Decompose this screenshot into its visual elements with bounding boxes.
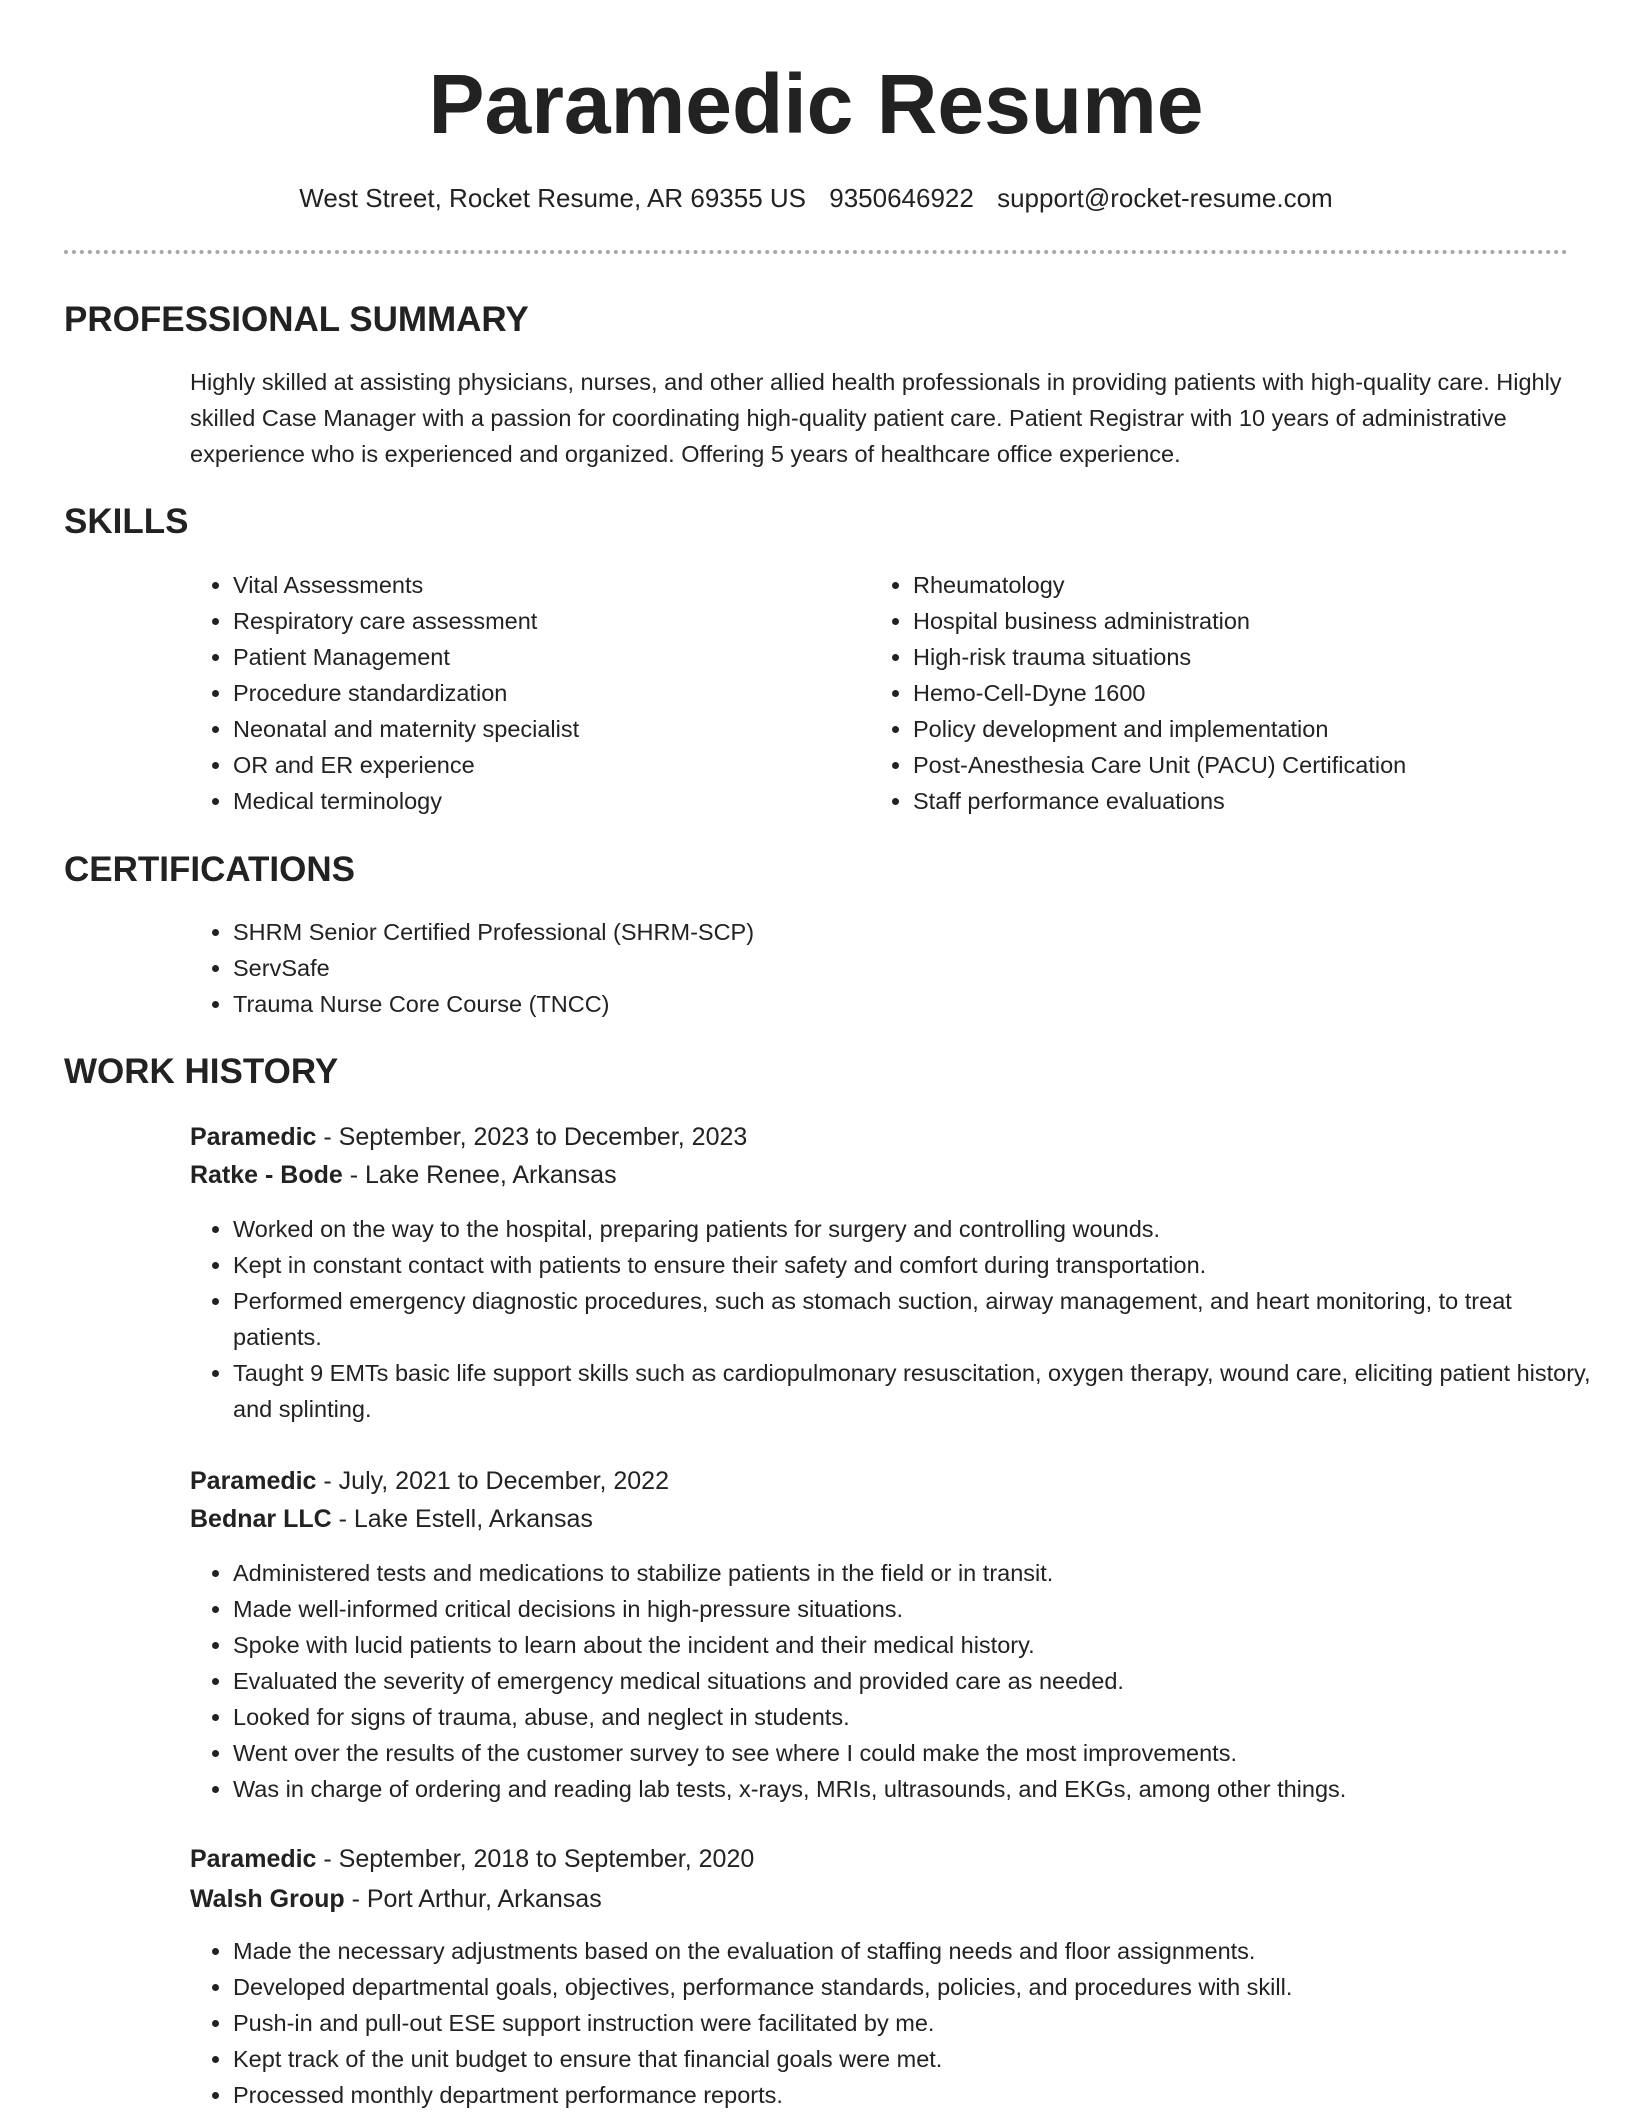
contact-phone: 9350646922 — [829, 183, 974, 213]
header-divider — [64, 250, 1568, 254]
job-dates: - July, 2021 to December, 2022 — [316, 1467, 669, 1495]
skill-item: • High-risk trauma situations — [913, 639, 1593, 675]
job-bullet: • Made the necessary adjustments based on the evaluation of staffing needs and floor assignments. — [233, 1933, 1603, 1969]
job-title: Paramedic — [190, 1123, 317, 1151]
skill-item: • Patient Management — [233, 639, 853, 675]
skill-item: • Procedure standardization — [233, 675, 853, 711]
skill-item: • Vital Assessments — [233, 567, 853, 603]
job-location: - Port Arthur, Arkansas — [344, 1885, 602, 1913]
skill-item: • Hemo-Cell-Dyne 1600 — [913, 675, 1593, 711]
job-company-line — [190, 1880, 602, 1918]
job-bullet: • Kept in constant contact with patients to ensure their safety and comfort during transportation. — [233, 1247, 1603, 1283]
section-title-summary: PROFESSIONAL SUMMARY — [64, 300, 529, 339]
skills-list-right — [870, 567, 1593, 819]
job-location: - Lake Estell, Arkansas — [331, 1505, 593, 1533]
certifications-list — [190, 914, 1533, 1022]
skill-item: • Hospital business administration — [913, 603, 1593, 639]
job-bullet: • Spoke with lucid patients to learn about the incident and their medical history. — [233, 1627, 1603, 1663]
certification-item: • ServSafe — [233, 950, 1533, 986]
job-bullet: • Made well-informed critical decisions in high-pressure situations. — [233, 1591, 1603, 1627]
skill-item: • OR and ER experience — [233, 747, 853, 783]
job-bullet: • Went over the results of the customer survey to see where I could make the most improvements. — [233, 1735, 1603, 1771]
certification-item: • SHRM Senior Certified Professional (SHRM-SCP) — [233, 914, 1533, 950]
job-bullet: • Push-in and pull-out ESE support instruction were facilitated by me. — [233, 2005, 1603, 2041]
job-bullet: • Looked for signs of trauma, abuse, and neglect in students. — [233, 1699, 1603, 1735]
section-title-work-history: WORK HISTORY — [64, 1052, 339, 1091]
job-bullets — [190, 1933, 1603, 2113]
skill-item: • Policy development and implementation — [913, 711, 1593, 747]
skill-item: • Post-Anesthesia Care Unit (PACU) Certification — [913, 747, 1593, 783]
job-dates: - September, 2023 to December, 2023 — [316, 1123, 748, 1151]
job-company-line — [190, 1156, 617, 1194]
job-title: Paramedic — [190, 1467, 317, 1495]
job-company: Bednar LLC — [190, 1505, 332, 1533]
job-bullet: • Performed emergency diagnostic procedures, such as stomach suction, airway management, and heart monitoring, to treat patients. — [233, 1283, 1603, 1355]
job-bullets — [190, 1211, 1603, 1427]
job-location: - Lake Renee, Arkansas — [342, 1161, 617, 1189]
summary-text: Highly skilled at assisting physicians, nurses, and other allied health professionals in providing patients with high-quality care. Highly skilled Case Manager with a passion for coordinating high-quality patient care. Patient Registrar with 10 years of administrative experience who is experienced and organized. Offering 5 years of healthcare office experience. — [190, 369, 1562, 467]
job-bullet: • Processed monthly department performance reports. — [233, 2077, 1603, 2113]
job-dates: - September, 2018 to September, 2020 — [316, 1845, 755, 1873]
section-title-certifications: CERTIFICATIONS — [64, 850, 356, 889]
job-bullet: • Developed departmental goals, objectives, performance standards, policies, and procedures with skill. — [233, 1969, 1603, 2005]
job-title: Paramedic — [190, 1845, 317, 1873]
job-bullet: • Administered tests and medications to stabilize patients in the field or in transit. — [233, 1555, 1603, 1591]
job-company-line — [190, 1500, 593, 1538]
skill-item: • Staff performance evaluations — [913, 783, 1593, 819]
job-title-line — [190, 1840, 754, 1878]
contact-address: West Street, Rocket Resume, AR 69355 US — [299, 183, 807, 213]
job-bullets — [190, 1555, 1603, 1807]
job-company: Ratke - Bode — [190, 1161, 343, 1189]
job-title-line — [190, 1118, 747, 1156]
job-company: Walsh Group — [190, 1885, 345, 1913]
skill-item: • Rheumatology — [913, 567, 1593, 603]
skill-item: • Medical terminology — [233, 783, 853, 819]
job-bullet: • Evaluated the severity of emergency medical situations and provided care as needed. — [233, 1663, 1603, 1699]
section-title-skills: SKILLS — [64, 502, 189, 541]
resume-title: Paramedic Resume — [428, 57, 1204, 151]
contact-line — [0, 180, 1632, 216]
contact-email: support@rocket-resume.com — [997, 183, 1333, 213]
skill-item: • Respiratory care assessment — [233, 603, 853, 639]
job-bullet: • Worked on the way to the hospital, preparing patients for surgery and controlling wounds. — [233, 1211, 1603, 1247]
job-bullet: • Kept track of the unit budget to ensure that financial goals were met. — [233, 2041, 1603, 2077]
certification-item: • Trauma Nurse Core Course (TNCC) — [233, 986, 1533, 1022]
job-bullet: • Taught 9 EMTs basic life support skills such as cardiopulmonary resuscitation, oxygen therapy, wound care, eliciting patient history, and splinting. — [233, 1355, 1603, 1427]
job-title-line — [190, 1462, 669, 1500]
job-bullet: • Was in charge of ordering and reading lab tests, x-rays, MRIs, ultrasounds, and EKGs, among other things. — [233, 1771, 1603, 1807]
skill-item: • Neonatal and maternity specialist — [233, 711, 853, 747]
skills-list-left — [190, 567, 853, 819]
